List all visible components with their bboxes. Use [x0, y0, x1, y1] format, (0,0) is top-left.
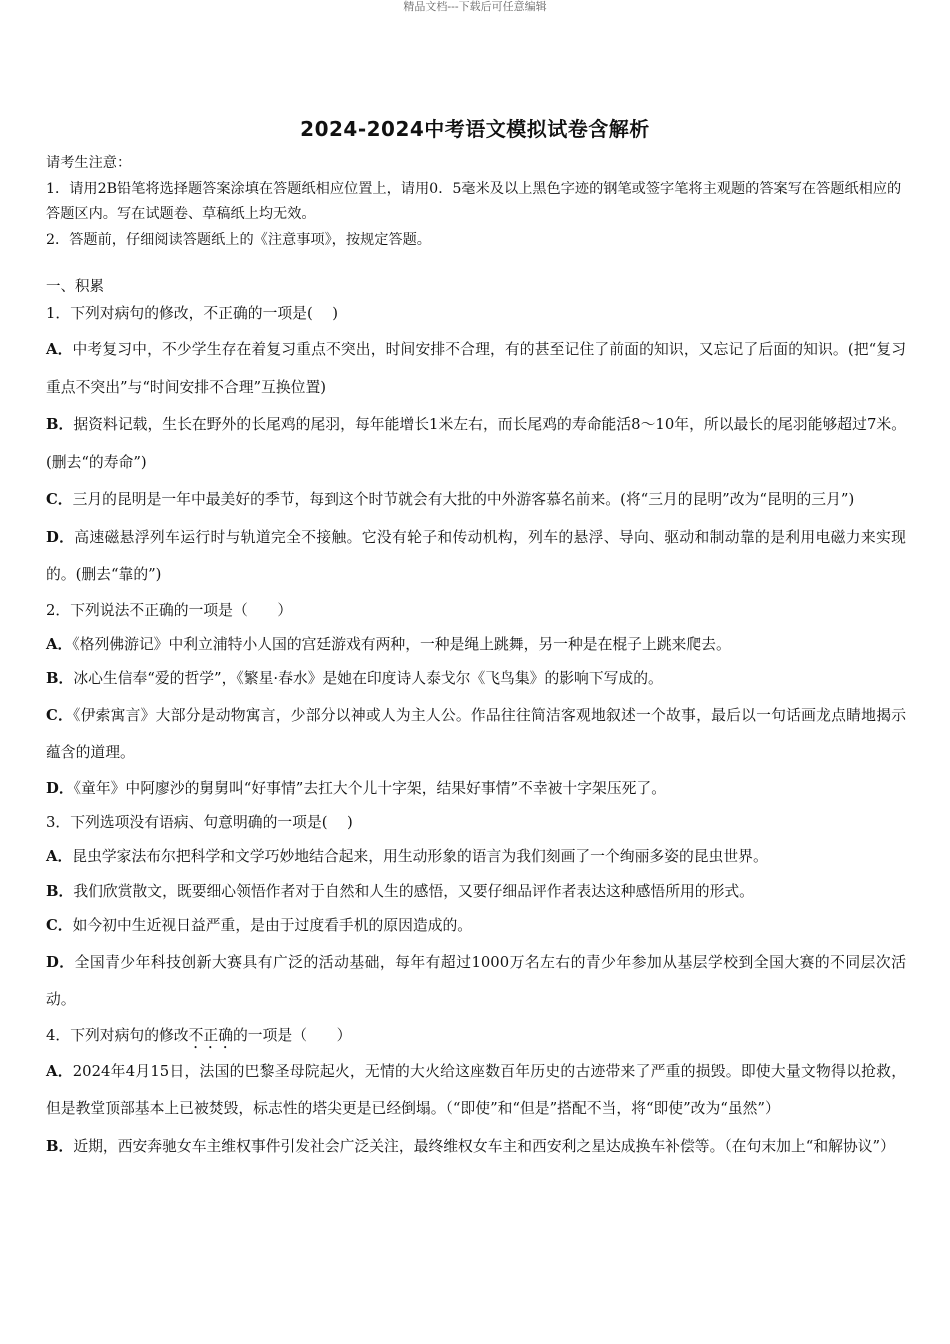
option-a	[46, 628, 906, 663]
question-stem: 1．下列对病句的修改，不正确的一项是( )	[46, 305, 339, 322]
option-text: 2024年4月15日，法国的巴黎圣母院起火，无情的大火给这座数百年历史的古迹带来了严重的损毁。即使大量文物得以抢救，但是教堂顶部基本上已被焚毁，标志性的塔尖更是已经倒塌。（“即使”和“但是”搭配不当，将“即使”改为“虽然”）	[46, 1062, 907, 1117]
option-label: B．	[46, 416, 74, 433]
option-c	[46, 481, 906, 519]
option-label: A．	[46, 635, 73, 653]
notice-heading: 请考生注意：	[46, 155, 132, 171]
option-text: 我们欣赏散文，既要细心领悟作者对于自然和人生的感悟，又要仔细品评作者表达这种感悟所用的形式。	[73, 882, 754, 900]
option-text: 高速磁悬浮列车运行时与轨道完全不接触。它没有轮子和传动机构，列车的悬浮、导向、驱动和制动靠的是利用电磁力来实现的。(删去“靠的”)	[46, 528, 906, 583]
option-text: 全国青少年科技创新大赛具有广泛的活动基础，每年有超过1000万名左右的青少年参加从基层学校到全国大赛的不同层次活动。	[46, 953, 906, 1008]
option-d	[46, 944, 906, 1019]
stem-text: 的一项是（ ）	[233, 1026, 352, 1044]
exam-notice	[46, 151, 906, 253]
option-label: A．	[46, 341, 73, 358]
option-a	[46, 840, 906, 875]
option-text: 三月的昆明是一年中最美好的季节，每到这个时节就会有大批的中外游客慕名前来。(将“三月的昆明”改为“昆明的三月”)	[72, 491, 855, 508]
option-label: C．	[46, 706, 74, 724]
question-list	[46, 297, 906, 1165]
option-c	[46, 909, 906, 944]
question-4	[46, 1019, 906, 1166]
option-label: D．	[46, 528, 75, 546]
question-stem: 3．下列选项没有语病、句意明确的一项是( )	[46, 814, 353, 831]
option-d	[46, 772, 906, 807]
option-label: B．	[46, 1137, 74, 1155]
stem-text: 4．下列对病句的修改	[46, 1026, 189, 1044]
option-text: 昆虫学家法布尔把科学和文学巧妙地结合起来，用生动形象的语言为我们刻画了一个绚丽多姿的昆虫世界。	[72, 848, 768, 865]
option-a	[46, 1053, 906, 1128]
option-label: C．	[46, 917, 73, 934]
option-label: A．	[46, 1062, 73, 1080]
option-b	[46, 406, 906, 481]
option-label: B．	[46, 670, 74, 687]
question-stem	[46, 1019, 906, 1053]
option-text: 《格列佛游记》中利立浦特小人国的宫廷游戏有两种，一种是绳上跳舞，另一种是在棍子上跳来爬去。	[72, 635, 731, 653]
emphasis-text: 不正确	[188, 1026, 233, 1044]
option-label: A．	[46, 848, 73, 865]
option-text: 《伊索寓言》大部分是动物寓言，少部分以神或人为主人公。作品往往简洁客观地叙述一个故事，最后以一句话画龙点睛地揭示蕴含的道理。	[46, 706, 907, 761]
option-label: D．	[46, 953, 75, 971]
option-b	[46, 1128, 906, 1166]
notice-item-1: 1．请用2B铅笔将选择题答案涂填在答题纸相应位置上，请用0．5毫米及以上黑色字迹的钢笔或签字笔将主观题的答案写在答题纸相应的答题区内。写在试题卷、草稿纸上均无效。	[46, 180, 902, 222]
option-b	[46, 662, 906, 697]
option-text: 冰心生信奉“爱的哲学”，《繁星·春水》是她在印度诗人泰戈尔《飞鸟集》的影响下写成的。	[73, 670, 663, 687]
question-3	[46, 806, 906, 1019]
option-text: 中考复习中，不少学生存在着复习重点不突出，时间安排不合理，有的甚至记住了前面的知识，又忘记了后面的知识。(把“复习重点不突出”与“时间安排不合理”互换位置)	[46, 341, 907, 396]
option-a	[46, 331, 906, 406]
document-title: 2024-2024中考语文模拟试卷含解析	[300, 117, 650, 141]
page-watermark: 精品文档---下载后可任意编辑	[403, 0, 547, 13]
option-text: 近期，西安奔驰女车主维权事件引发社会广泛关注，最终维权女车主和西安利之星达成换车补偿等。（在句末加上“和解协议”）	[73, 1137, 895, 1155]
option-label: C．	[46, 491, 73, 508]
option-label: D．	[46, 779, 74, 797]
question-2	[46, 594, 906, 807]
notice-item-2: 2．答题前，仔细阅读答题纸上的《注意事项》，按规定答题。	[46, 231, 431, 248]
option-label: B．	[46, 882, 74, 900]
option-text: 如今初中生近视日益严重，是由于过度看手机的原因造成的。	[72, 917, 473, 934]
option-c	[46, 697, 906, 772]
option-text: 据资料记载，生长在野外的长尾鸡的尾羽，每年能增长1米左右，而长尾鸡的寿命能活8～10年，所以最长的尾羽能够超过7米。(删去“的寿命”)	[46, 416, 906, 471]
section-heading: 一、积累	[46, 279, 104, 295]
option-text: 《童年》中阿廖沙的舅舅叫“好事情”去扛大个儿十字架，结果好事情”不幸被十字架压死了。	[73, 779, 667, 797]
option-b	[46, 875, 906, 910]
question-stem: 2．下列说法不正确的一项是（ ）	[46, 601, 293, 619]
question-1	[46, 297, 906, 594]
option-d	[46, 519, 906, 594]
